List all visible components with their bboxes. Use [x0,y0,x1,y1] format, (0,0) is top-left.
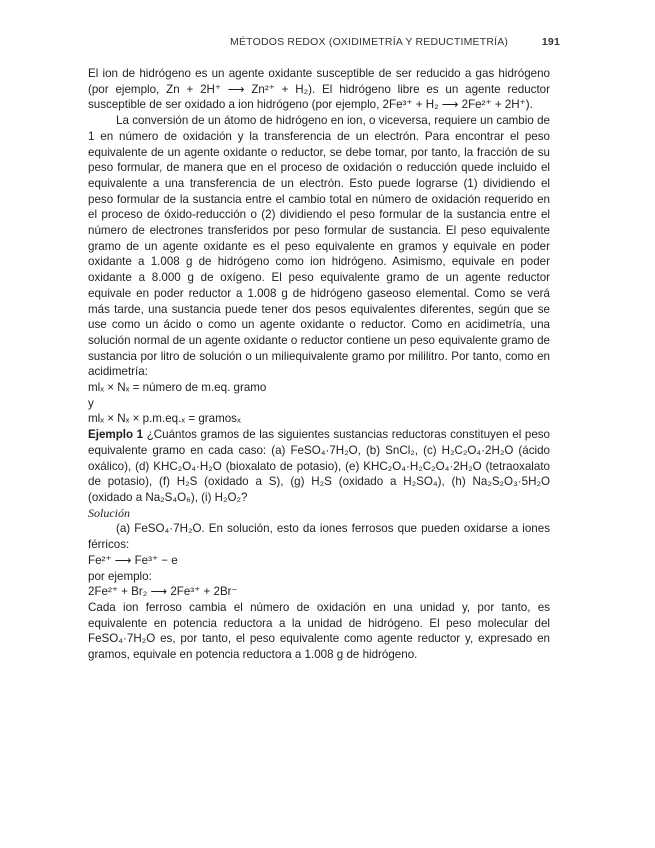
example-label: Ejemplo 1 [88,428,144,442]
equation-bromine-reaction: 2Fe²⁺ + Br₂ ⟶ 2Fe³⁺ + 2Br⁻ [88,585,238,599]
formula-milliequivalents: mlₓ × Nₓ = número de m.eq. gramo [88,381,267,395]
paragraph-equivalent-weight: La conversión de un átomo de hidrógeno en ion, o viceversa, requiere un cambio de 1 en número de oxidación y la transferencia de un electrón. Para encontrar el peso equivalente de un agente oxidante o reductor, se debe tomar, por tanto, la fracción de su peso formular, de manera que en el proceso de oxidación o reducción quede incluido el equivalente a una transferencia de un electrón. Esto puede lograrse (1) dividiendo el peso formular de la sustancia entre el cambio total en número de oxidación requerido en el proceso de óxido-reducción o (2) dividiendo el peso formular de la sustancia entre el número de electrones transferidos por peso formular de sustancia. El peso equivalente gramo de un agente oxidante es el peso equivalente en gramos y equivale en poder oxidante a 1.008 g de hidrógeno como ion hidrógeno. Asimismo, equivale en poder oxidante a 8.000 g de oxígeno. El peso equivalente gramo de un agente reductor equivale en poder reductor a 1.008 g de hidrógeno gaseoso elemental. Como se verá más tarde, una sustancia puede tener dos pesos equivalentes diferentes, según que se use como un ácido o como un agente oxidante o reductor. Como en acidimetría, una solución normal de un agente oxidante o reductor contiene un peso equivalente gramo de sustancia por litro de solución o un miliequivalente gramo por mililitro. Por tanto, como en acidimetría: [88,114,550,379]
por-ejemplo-label: por ejemplo: [88,569,152,583]
page-body [88,66,550,663]
paragraph-conclusion: Cada ion ferroso cambia el número de oxidación en una unidad y, por tanto, es equivalente en potencia reductora a la unidad de hidrógeno. El peso molecular del FeSO₄·7H₂O es, por tanto, el peso equivalente como agente reductor y, expresado en gramos, equivale en potencia reductora a 1.008 g de hidrógeno. [88,600,550,662]
paragraph-hydrogen-ion: El ion de hidrógeno es un agente oxidante susceptible de ser reducido a gas hidrógeno (por ejemplo, Zn + 2H⁺ ⟶ Zn²⁺ + H₂). El hidrógeno libre es un agente reductor susceptible de ser oxidado a ion hidrógeno (por ejemplo, 2Fe³⁺ + H₂ ⟶ 2Fe²⁺ + 2H⁺). [88,67,550,112]
page-number: 191 [541,36,560,48]
conjunction-y: y [88,396,94,410]
equation-ferrous-oxidation: Fe²⁺ ⟶ Fe³⁺ − e [88,553,178,567]
formula-grams: mlₓ × Nₓ × p.m.eq.ₓ = gramosₓ [88,412,241,426]
solution-part-a: (a) FeSO₄·7H₂O. En solución, esto da iones ferrosos que pueden oxidarse a iones férricos: [88,522,550,552]
chapter-title: MÉTODOS REDOX (OXIDIMETRÍA Y REDUCTIMETRÍA) [230,36,509,48]
solution-heading: Solución [88,505,130,520]
example-1 [88,427,550,506]
example-question: ¿Cuántos gramos de las siguientes sustancias reductoras constituyen el peso equivalente gramo en cada caso: (a) FeSO₄·7H₂O, (b) SnCl₂, (c) H₂C₂O₄·2H₂O (ácido oxálico), (d) KHC₂O₄·H₂O (bioxalato de potasio), (e) KHC₂O₄·H₂C₂O₄·2H₂O (tetraoxalato de potasio), (f) H₂S (oxidado a S), (g) H₂S (oxidado a H₂SO₄), (h) Na₂S₂O₃·5H₂O (oxidado a Na₂S₄O₆), (i) H₂O₂? [88,428,551,504]
